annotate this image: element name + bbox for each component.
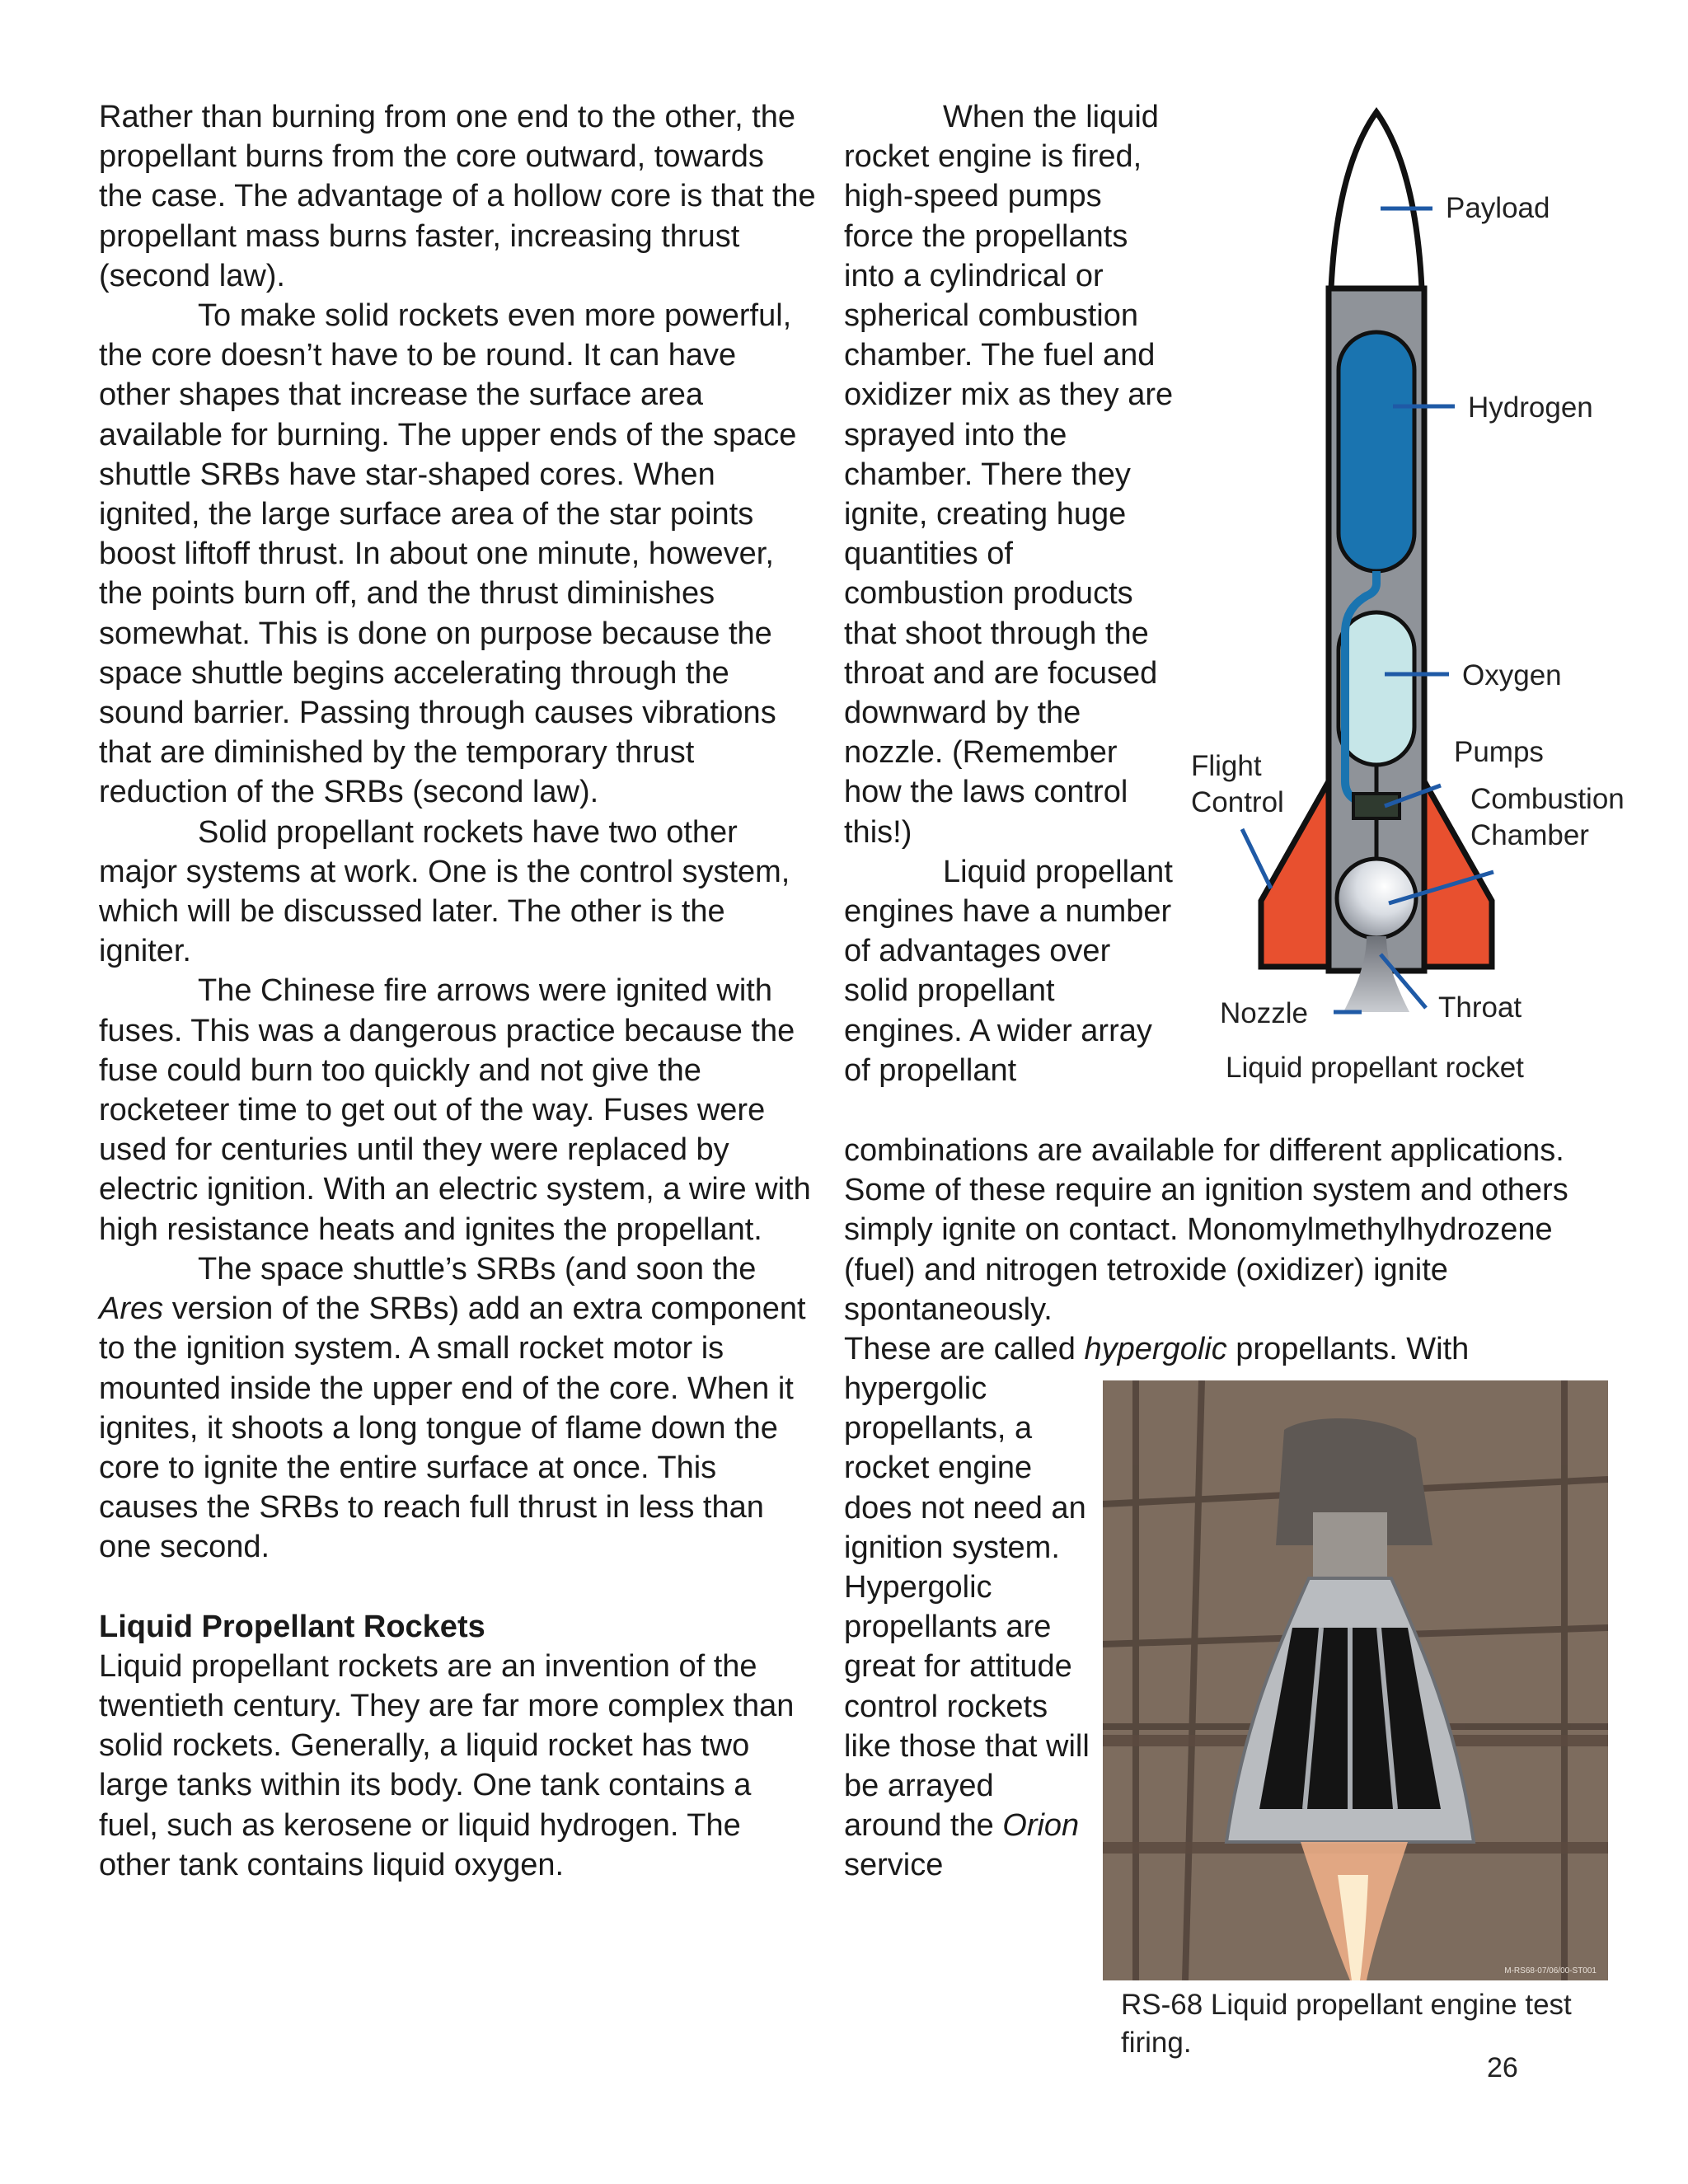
paragraph: When the liquid rocket engine is fired, high-speed pumps force the propellants into a cylindrical or spherical combustion chamber. The fuel and oxidizer mix as they are sprayed into the chamber. There they ignite, creating huge quantities of combustion products that shoot through the throat and are focused downward by the nozzle. (Remember how the laws control this!) <box>844 100 1174 850</box>
hydrogen-tank <box>1339 332 1414 571</box>
orion-italic: Orion <box>1002 1808 1080 1844</box>
paragraph: Liquid propellant rockets are an invention of the twentieth century. They are far more complex than solid rockets. Generally, a liquid rocket has two large tanks within its body. One tank contains a fuel, such as kerosene or liquid hydrogen. The other tank contains liquid oxygen. <box>99 1648 795 1882</box>
label-oxygen: Oxygen <box>1462 659 1562 691</box>
liquid-rocket-diagram <box>1170 97 1665 1111</box>
paragraph: combinations are available for different applications. Some of these require an ignition system and others simply ignite on contact. Monomylmethylhydrozene (fuel) and nitrogen tetroxide (oxidizer) ignite spontaneously. <box>844 1133 1568 1327</box>
label-hydrogen: Hydrogen <box>1468 391 1593 424</box>
left-column <box>99 97 816 1885</box>
pumps <box>1353 794 1400 818</box>
section-heading: Liquid Propellant Rockets <box>99 1609 485 1644</box>
oxygen-tank <box>1339 612 1414 765</box>
label-payload: Payload <box>1446 192 1550 224</box>
paragraph: Solid propellant rockets have two other major systems at work. One is the control system, which will be discussed later. The other is the igniter. <box>99 814 790 969</box>
ares-italic: Ares <box>99 1291 164 1327</box>
rocket-illustration <box>1170 97 1665 1111</box>
hypergolic-italic: hypergolic <box>1084 1332 1227 1367</box>
paragraph: The space shuttle’s SRBs (and soon the Ares version of the SRBs) add an extra component to the ignition system. A small rocket motor is mounted inside the upper end of the core. When it ignites, it shoots a long tongue of flame down the core to ignite the entire surface at once. This causes the SRBs to reach full thrust in less than one second. <box>99 1251 806 1565</box>
paragraph: The Chinese fire arrows were ignited with fuses. This was a dangerous practice because the fuse could burn too quickly and not give the rocketeer time to get out of the way. Fuses were used for centuries until they were replaced by electric ignition. With an electric system, a wire with high resistance heats and ignites the propellant. <box>99 973 811 1247</box>
paragraph: Rather than burning from one end to the other, the propellant burns from the core outward, towards the case. The advantage of a hollow core is that the propellant mass burns faster, increasing thrust (second law). <box>99 100 816 293</box>
label-flight: Flight <box>1191 750 1262 782</box>
paragraph: hypergolic propellants, a rocket engine does not need an ignition system. Hypergolic propellants are great for attitude control rockets like those that will be arrayed around the Orion service <box>844 1371 1090 1883</box>
label-combustion: Combustion <box>1470 783 1625 815</box>
label-nozzle: Nozzle <box>1220 997 1308 1029</box>
photo-tag: M-RS68-07/06/00-ST001 <box>1504 1966 1597 1975</box>
payload-nose-cone <box>1331 112 1422 288</box>
flight-control-leader <box>1242 829 1271 888</box>
label-chamber: Chamber <box>1470 819 1589 851</box>
right-column-narrow <box>844 1369 1091 1886</box>
right-column-upper <box>844 97 1174 1090</box>
label-pumps: Pumps <box>1454 736 1544 768</box>
rs68-engine-photo <box>1103 1380 1608 1980</box>
paragraph: These are called hypergolic propellants. With <box>844 1332 1470 1367</box>
paragraph: Liquid propellant engines have a number of advantages over solid propellant engines. A wider array of propellant <box>844 854 1173 1088</box>
photo-caption: RS-68 Liquid propellant engine test firing. <box>1121 1989 1572 2059</box>
diagram-caption: Liquid propellant rocket <box>1226 1052 1524 1084</box>
page-number: 26 <box>1487 2052 1518 2083</box>
label-control: Control <box>1191 786 1284 818</box>
paragraph: To make solid rockets even more powerful, the core doesn’t have to be round. It can have other shapes that increase the surface area available for burning. The upper ends of the space shuttle SRBs have star-shaped cores. When ignited, the large surface area of the star points boost liftoff thrust. In about one minute, however, the points burn off, and the thrust diminishes somewhat. This is done on purpose because the space shuttle begins accelerating through the sound barrier. Passing through causes vibrations that are diminished by the temporary thrust reduction of the SRBs (second law). <box>99 298 797 810</box>
right-column-wide <box>844 1131 1586 1369</box>
rs68-engine-illustration <box>1103 1380 1608 1980</box>
label-throat: Throat <box>1438 991 1522 1024</box>
